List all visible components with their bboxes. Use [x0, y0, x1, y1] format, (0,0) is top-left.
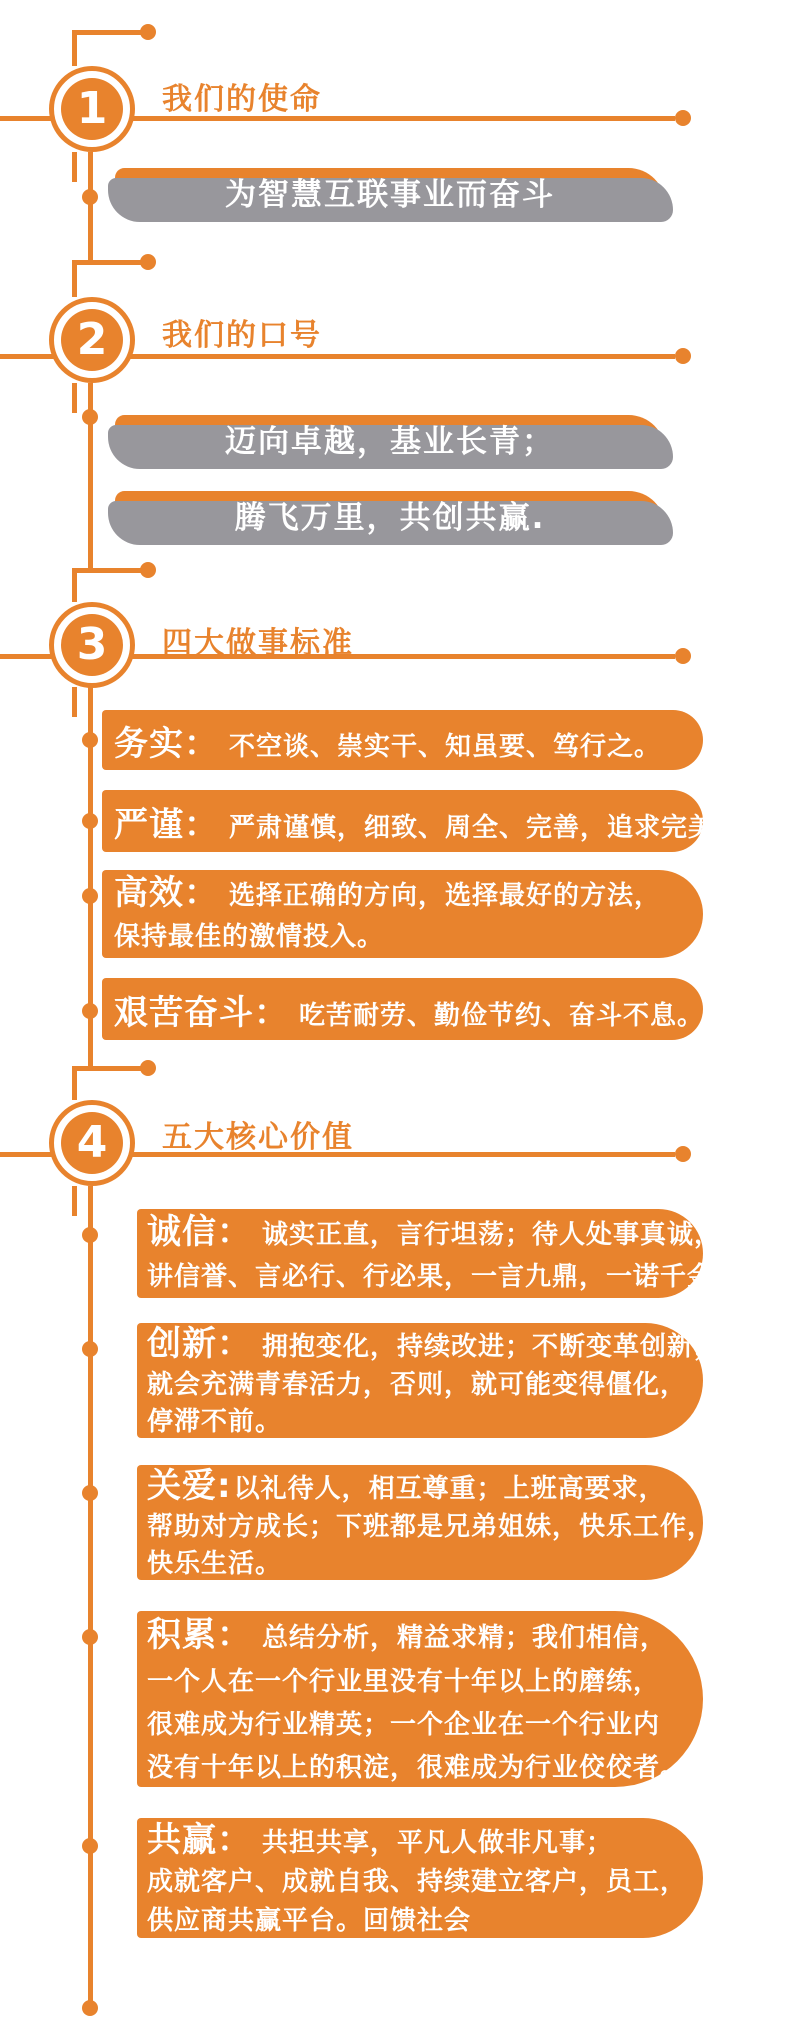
standard-line: [114, 716, 661, 765]
value-line: 成就客户、成就自我、持续建立客户，员工，: [147, 1867, 688, 1897]
item-marker-dot: [82, 1838, 98, 1854]
value-text: 总结分析，精益求精；我们相信，: [262, 1623, 668, 1653]
standard-line: [114, 873, 703, 917]
item-marker-dot: [82, 888, 98, 904]
rule-end-dot: [675, 348, 691, 364]
connector-line: [72, 30, 77, 66]
section-2-number: 2: [61, 309, 123, 371]
section-3-badge: [49, 602, 135, 688]
value-line: 就会充满青春活力，否则，就可能变得僵化，: [147, 1370, 688, 1400]
connector-elbow: [72, 260, 141, 265]
value-label: 诚信：: [147, 1212, 252, 1252]
rule-end-dot: [675, 110, 691, 126]
value-line: 没有十年以上的积淀，很难成为行业佼佼者。: [147, 1753, 688, 1783]
connector-line: [88, 152, 93, 262]
item-marker-dot: [82, 1485, 98, 1501]
value-line: [147, 1324, 722, 1367]
value-label: 关爱:: [147, 1466, 232, 1506]
item-marker-dot: [82, 1629, 98, 1645]
value-text: 诚实正直，言行坦荡；待人处事真诚，: [262, 1220, 722, 1250]
value-line: [147, 1211, 722, 1257]
standard-line: 保持最佳的激情投入。: [114, 922, 385, 952]
standard-box-yanjin: [102, 790, 743, 852]
value-label: 创新：: [147, 1324, 252, 1364]
standard-text: 吃苦耐劳、勤俭节约、奋斗不息。: [299, 1000, 705, 1031]
rule-end-dot: [675, 1146, 691, 1162]
slogan-banner-2: [115, 491, 665, 537]
value-text: 共担共享，平凡人做非凡事；: [262, 1828, 614, 1858]
value-box-guanai: [137, 1465, 715, 1580]
item-marker-dot: [82, 1227, 98, 1243]
item-marker-dot: [82, 732, 98, 748]
item-marker-dot: [82, 1003, 98, 1019]
mission-banner-text: 为智慧互联事业而奋斗: [225, 176, 555, 213]
section-4-title: 五大核心价值: [162, 1120, 354, 1155]
value-line: 帮助对方成长；下班都是兄弟姐妹，快乐工作，: [147, 1512, 715, 1542]
value-box-jilei: [137, 1611, 703, 1787]
value-label: 积累：: [147, 1615, 252, 1655]
value-line: 很难成为行业精英；一个企业在一个行业内: [147, 1710, 661, 1740]
connector-dot: [82, 409, 98, 425]
connector-line: [72, 687, 77, 717]
standard-label: 严谨：: [114, 804, 219, 845]
standard-box-wushi: [102, 710, 703, 770]
connector-dot: [140, 1060, 156, 1076]
standard-label: 艰苦奋斗：: [114, 992, 289, 1033]
rule-end-dot: [675, 648, 691, 664]
connector-line: [72, 152, 77, 182]
value-box-chuangxin: [137, 1323, 722, 1438]
value-line: [147, 1467, 703, 1509]
section-1-number: 1: [61, 78, 123, 140]
section-1-title: 我们的使命: [162, 82, 322, 117]
standard-label: 高效：: [114, 873, 219, 913]
connector-line: [88, 1186, 93, 2008]
standard-text: 不空谈、崇实干、知虽要、笃行之。: [229, 731, 662, 762]
item-marker-dot: [82, 1341, 98, 1357]
connector-dot: [140, 254, 156, 270]
value-line: [147, 1820, 703, 1863]
standard-text: 选择正确的方向，选择最好的方法，: [229, 881, 662, 911]
standard-line: [114, 797, 742, 846]
section-3-number: 3: [61, 614, 123, 676]
value-text: 以礼待人，相互尊重；上班高要求，: [233, 1474, 666, 1504]
connector-elbow: [72, 568, 141, 573]
slogan-banner-2-text: 腾飞万里，共创共赢.: [234, 499, 546, 536]
standard-box-gaoxiao: [102, 870, 703, 958]
value-line: 讲信誉、言必行、行必果，一言九鼎，一诺千金。: [147, 1262, 742, 1292]
value-line: 停滞不前。: [147, 1407, 283, 1437]
standard-box-jianku: [102, 978, 703, 1040]
section-3-title: 四大做事标准: [162, 626, 354, 661]
connector-dot: [140, 24, 156, 40]
section-2-title: 我们的口号: [162, 318, 322, 353]
value-label: 共赢：: [147, 1820, 252, 1860]
mission-banner: [115, 168, 665, 214]
standard-label: 务实：: [114, 723, 219, 764]
connector-dot: [82, 189, 98, 205]
value-line: [147, 1613, 703, 1661]
value-line: 一个人在一个行业里没有十年以上的磨练，: [147, 1667, 661, 1697]
section-1-badge: [49, 66, 135, 152]
section-4-badge: [49, 1100, 135, 1186]
section-4-number: 4: [61, 1112, 123, 1174]
value-line: 快乐生活。: [147, 1549, 283, 1579]
connector-elbow: [72, 1066, 141, 1071]
connector-line: [72, 262, 77, 297]
standard-text: 严肃谨慎，细致、周全、完善，追求完美。: [229, 812, 743, 843]
standard-line: [114, 985, 704, 1034]
value-line: 供应商共赢平台。回馈社会: [147, 1906, 472, 1936]
connector-dot: [140, 562, 156, 578]
slogan-banner-1-text: 迈向卓越，基业长青；: [225, 423, 555, 460]
value-box-chengxin: [137, 1209, 742, 1298]
section-2-badge: [49, 297, 135, 383]
item-marker-dot: [82, 813, 98, 829]
value-text: 拥抱变化，持续改进；不断变革创新，: [262, 1332, 722, 1362]
connector-line: [72, 383, 77, 413]
connector-line: [72, 1068, 77, 1100]
connector-line: [72, 1186, 77, 1216]
connector-elbow: [72, 30, 141, 35]
connector-line: [72, 570, 77, 602]
value-box-gongying: [137, 1818, 703, 1938]
slogan-banner-1: [115, 415, 665, 461]
connector-end-dot: [82, 2000, 98, 2016]
